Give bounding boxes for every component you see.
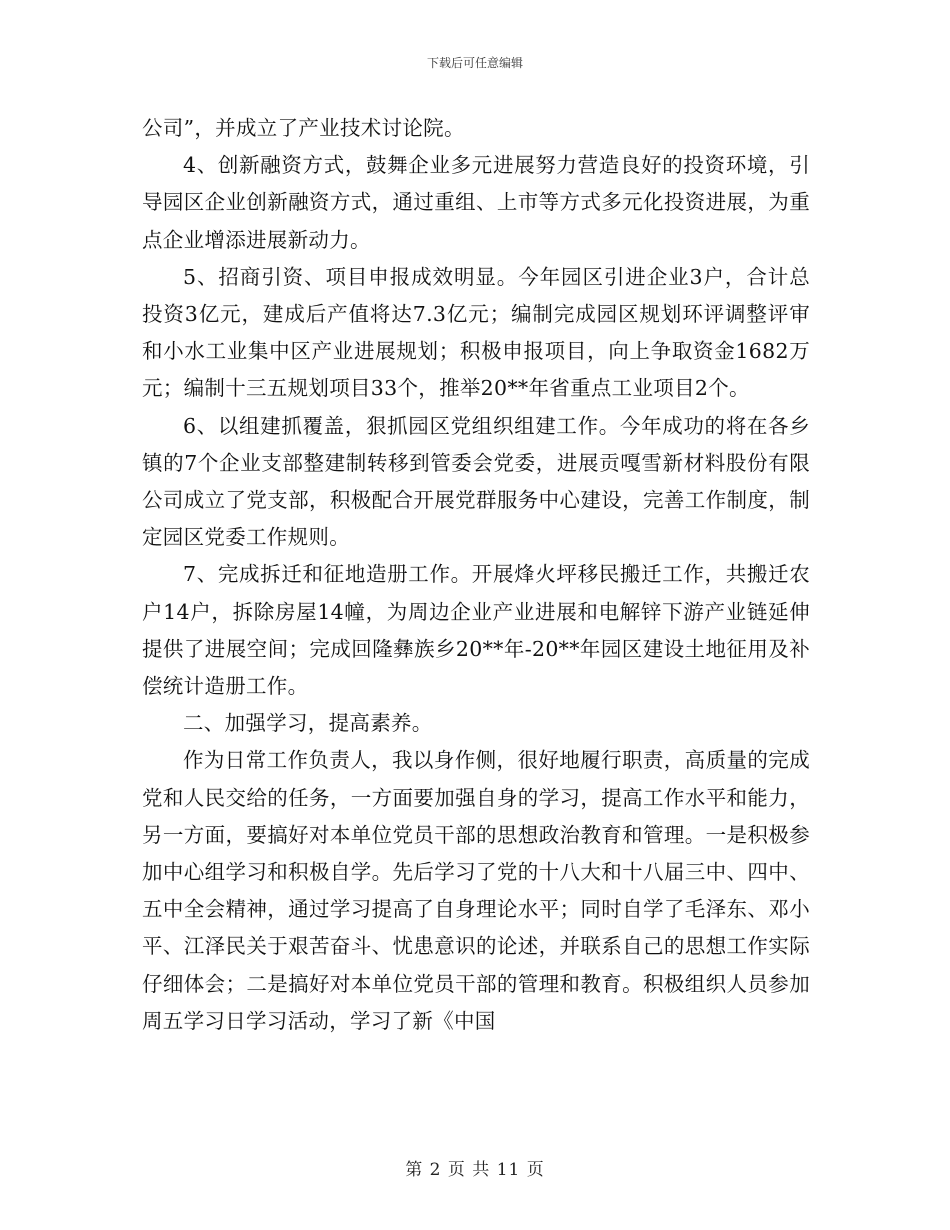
footer-total-pages: 11 <box>496 1160 521 1180</box>
footer-page-number: 2 <box>429 1160 442 1180</box>
page-header-note: 下载后可任意编辑 <box>426 56 523 70</box>
document-body <box>142 110 810 1040</box>
paragraph-4: 6、以组建抓覆盖，狠抓园区党组织组建工作。今年成功的将在各乡镇的7个企业支部整建制转移到管委会党委，进展贡嘎雪新材料股份有限公司成立了党支部，积极配合开展党群服务中心建设，完善工作制度，制定园区党委工作规则。 <box>142 413 810 550</box>
page-number-footer <box>0 1155 950 1180</box>
paragraph-5: 7、完成拆迁和征地造册工作。开展烽火坪移民搬迁工作，共搬迁农户14户，拆除房屋14幢，为周边企业产业进展和电解锌下游产业链延伸提供了进展空间；完成回隆彝族乡20**年-20**年园区建设土地征用及补偿统计造册工作。 <box>142 562 810 699</box>
footer-prefix: 第 <box>405 1160 424 1180</box>
paragraph-1: 公司”，并成立了产业技术讨论院。 <box>142 116 465 140</box>
footer-middle: 页 共 <box>447 1160 491 1180</box>
paragraph-3: 5、招商引资、项目申报成效明显。今年园区引进企业3户，合计总投资3亿元，建成后产值将达7.3亿元；编制完成园区规划环评调整评审和小水工业集中区产业进展规划；积极申报项目，向上争取资金1682万元；编制十三五规划项目33个，推举20**年省重点工业项目2个。 <box>142 264 810 401</box>
paragraph-2: 4、创新融资方式，鼓舞企业多元进展努力营造良好的投资环境，引导园区企业创新融资方式，通过重组、上市等方式多元化投资进展，为重点企业增添进展新动力。 <box>142 153 810 252</box>
section-heading: 二、加强学习，提高素养。 <box>183 711 433 736</box>
paragraph-6: 作为日常工作负责人，我以身作侧，很好地履行职责，高质量的完成党和人民交给的任务，一方面要加强自身的学习，提高工作水平和能力，另一方面，要搞好对本单位党员干部的思想政治教育和管理。一是积极参加中心组学习和积极自学。先后学习了党的十八大和十八届三中、四中、五中全会精神，通过学习提高了自身理论水平；同时自学了毛泽东、邓小平、江泽民关于艰苦奋斗、忧患意识的论述，并联系自己的思想工作实际仔细体会；二是搞好对本单位党员干部的管理和教育。积极组织人员参加周五学习日学习活动，学习了新《中国 <box>142 748 810 1033</box>
footer-suffix: 页 <box>526 1160 545 1180</box>
